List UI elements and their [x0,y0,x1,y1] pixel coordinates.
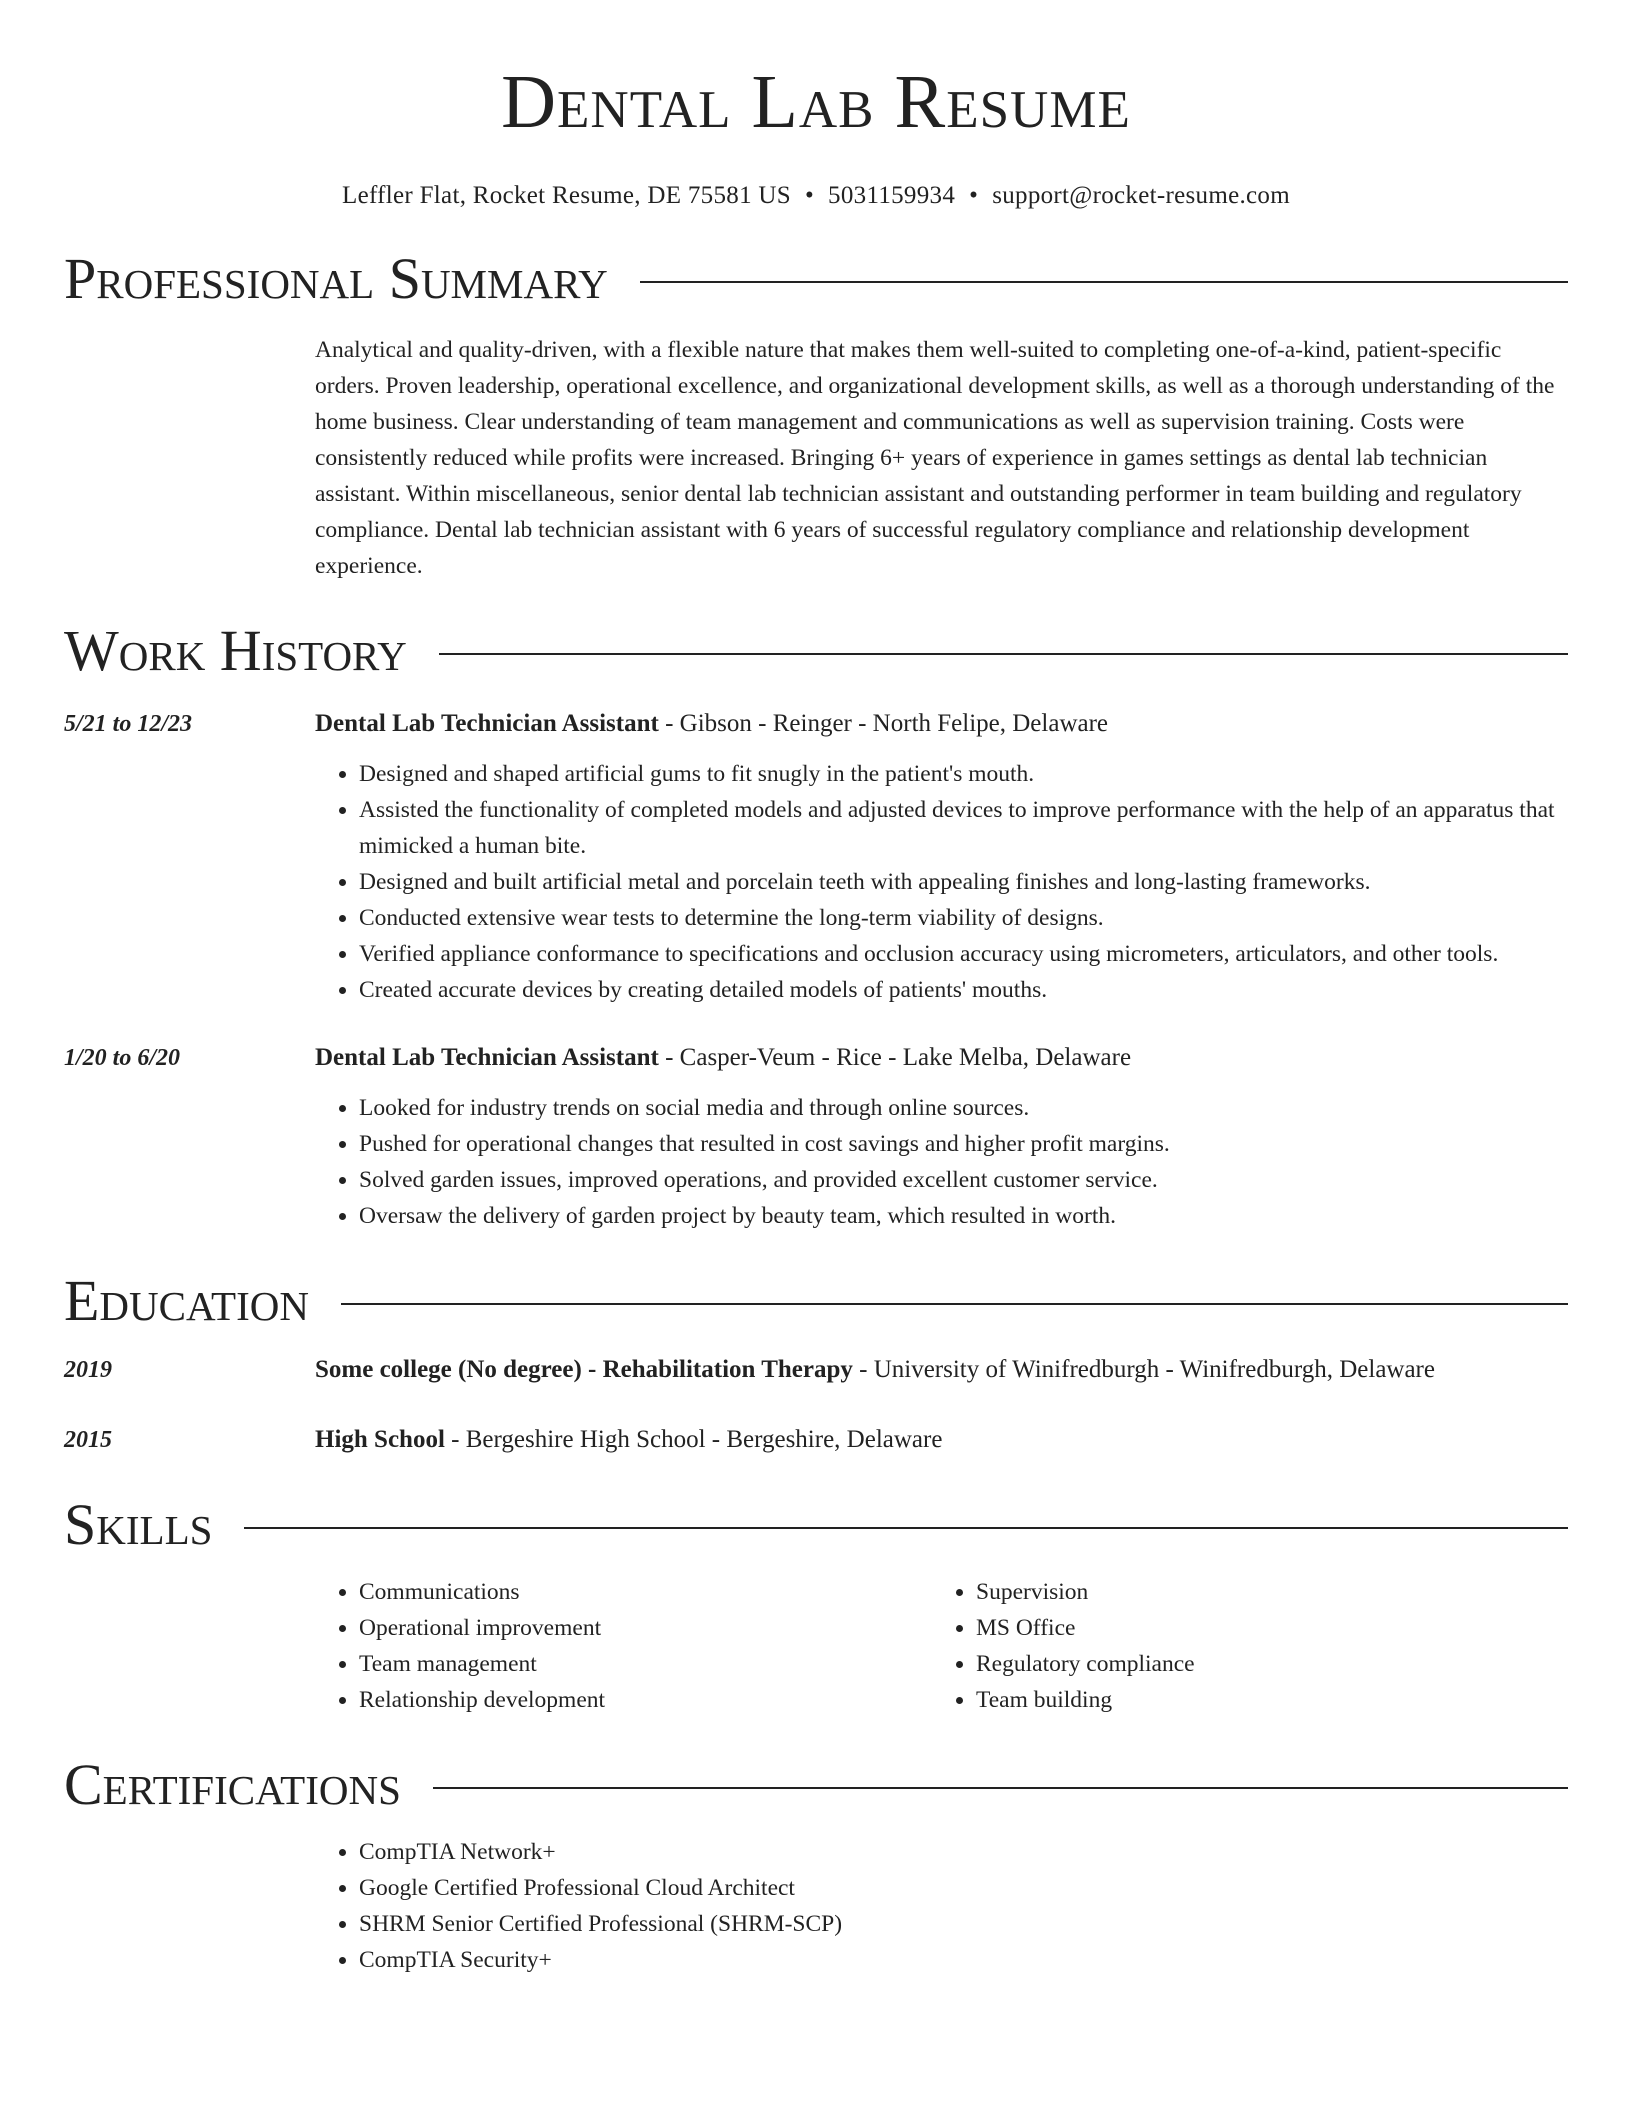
education-heading [315,1352,1568,1388]
skill-item: • Relationship development [359,1682,932,1718]
job-bullet: • Assisted the functionality of completed models and adjusted devices to improve performance with the help of an apparatus that mimicked a human bite. [359,792,1568,864]
education-details: - Bergeshire High School - Bergeshire, Delaware [444,1426,943,1453]
skill-item: • Regulatory compliance [976,1646,1549,1682]
section-header-work [64,618,1568,684]
job-bullet: • Looked for industry trends on social media and through online sources. [359,1090,1568,1126]
skills-list [64,1574,1568,1718]
education-details: - University of Winifredburgh - Winifredburgh, Delaware [852,1356,1435,1383]
contact-separator: • [804,182,815,209]
skills-bullets [315,1574,932,1718]
certification-item: • CompTIA Network+ [359,1834,1568,1870]
contact-separator: • [969,182,979,209]
section-title-work: Work History [64,618,407,683]
certification-item: • Google Certified Professional Cloud Architect [359,1870,1568,1906]
job-bullets-container [64,756,1568,1008]
job-bullet: • Oversaw the delivery of garden project by beauty team, which resulted in worth. [359,1198,1568,1234]
section-header-certifications [64,1752,1568,1818]
job-bullets [315,756,1568,1008]
contact-email: support@rocket-resume.com [992,182,1290,209]
job-dates: 1/20 to 6/20 [64,1045,181,1071]
section-divider [244,1527,1568,1529]
contact-line [64,180,1568,212]
contact-address: Leffler Flat, Rocket Resume, DE 75581 US [342,182,791,209]
section-title-summary: Professional Summary [64,246,608,311]
job-bullet: • Designed and shaped artificial gums to fit snugly in the patient's mouth. [359,756,1568,792]
education-year: 2015 [64,1427,112,1453]
education-entry [64,1352,1568,1388]
skill-item: • Operational improvement [359,1610,932,1646]
job-bullet: • Verified appliance conformance to specifications and occlusion accuracy using micrometers, articulators, and other tools. [359,936,1568,972]
certification-item: • SHRM Senior Certified Professional (SHRM-SCP) [359,1906,1568,1942]
skill-item: • Team management [359,1646,932,1682]
section-divider [433,1787,1568,1789]
job-bullets [315,1090,1568,1234]
job-bullets-container [64,1090,1568,1234]
job-entry [64,706,1568,742]
section-title-skills: Skills [64,1492,213,1557]
skill-item: • MS Office [976,1610,1549,1646]
job-dates: 5/21 to 12/23 [64,711,193,737]
job-bullet: • Pushed for operational changes that resulted in cost savings and higher profit margins. [359,1126,1568,1162]
section-title-education: Education [64,1268,309,1333]
job-title: Dental Lab Technician Assistant [315,1044,659,1071]
job-details: - Gibson - Reinger - North Felipe, Delaware [658,710,1109,737]
resume-title: Dental Lab Resume [501,60,1131,144]
job-bullet: • Designed and built artificial metal and porcelain teeth with appealing finishes and long-lasting frameworks. [359,864,1568,900]
section-divider [640,281,1568,283]
job-heading [315,1040,1568,1076]
education-degree: Some college (No degree) - Rehabilitation Therapy [315,1356,853,1383]
job-title: Dental Lab Technician Assistant [315,710,659,737]
job-bullet: • Conducted extensive wear tests to determine the long-term viability of designs. [359,900,1568,936]
section-header-skills [64,1492,1568,1558]
job-bullet: • Created accurate devices by creating detailed models of patients' mouths. [359,972,1568,1008]
section-title-certifications: Certifications [64,1752,401,1817]
certification-item: • CompTIA Security+ [359,1942,1568,1978]
job-details: - Casper-Veum - Rice - Lake Melba, Delaware [658,1044,1132,1071]
certifications-bullets [315,1834,1568,1978]
summary-text: Analytical and quality-driven, with a flexible nature that makes them well-suited to completing one-of-a-kind, patient-specific orders. Proven leadership, operational excellence, and organizational development skills, as well as a thorough understanding of the home business. Clear understanding of team management and communications as well as supervision training. Costs were consistently reduced while profits were increased. Bringing 6+ years of experience in games settings as dental lab technician assistant. Within miscellaneous, senior dental lab technician assistant and outstanding performer in team building and regulatory compliance. Dental lab technician assistant with 6 years of successful regulatory compliance and relationship development experience. [315,337,1555,579]
skills-column-right [932,1574,1549,1718]
skill-item: • Communications [359,1574,932,1610]
section-divider [439,653,1568,655]
education-year: 2019 [64,1357,112,1383]
skill-item: • Team building [976,1682,1549,1718]
section-header-education [64,1268,1568,1334]
education-heading [315,1422,1568,1458]
skill-item: • Supervision [976,1574,1549,1610]
section-header-summary [64,246,1568,312]
education-degree: High School [315,1426,445,1453]
section-divider [341,1303,1568,1305]
certifications-list [64,1834,1568,1978]
skills-column-left [315,1574,932,1718]
contact-phone: 5031159934 [828,182,956,209]
job-heading [315,706,1568,742]
job-entry [64,1040,1568,1076]
education-entry [64,1422,1568,1458]
skills-bullets [932,1574,1549,1718]
job-bullet: • Solved garden issues, improved operations, and provided excellent customer service. [359,1162,1568,1198]
